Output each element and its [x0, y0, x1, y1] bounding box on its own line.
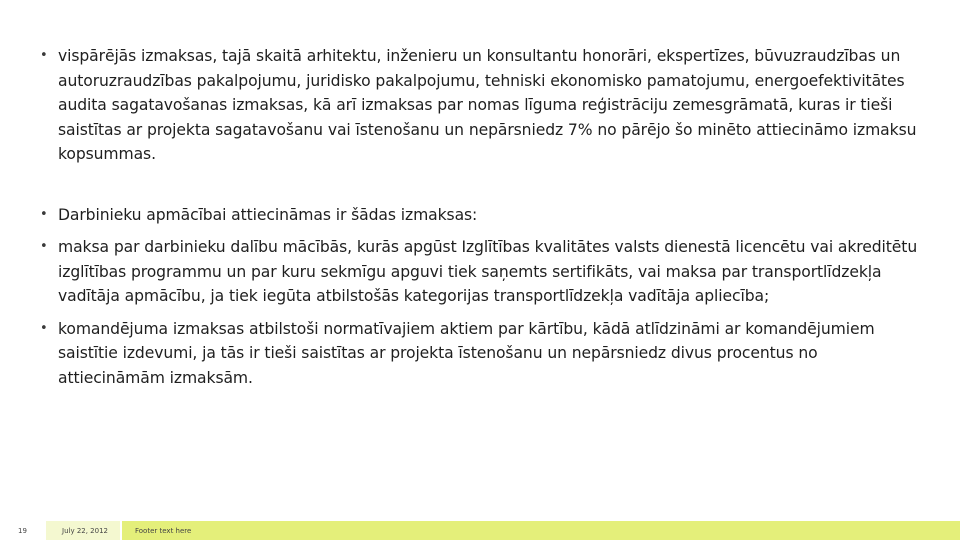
footer-text-box [122, 521, 960, 540]
bullet-training-intro [38, 203, 918, 228]
bullet-icon: • [40, 239, 48, 254]
bullet-training-fee [38, 235, 918, 309]
bullet-icon: • [40, 320, 48, 336]
bullet-bold-term: vispārējās izmaksas [58, 47, 213, 65]
footer-text: Footer text here [135, 527, 192, 535]
bullet-general-costs [38, 44, 918, 167]
bullet-text: komandējuma izmaksas atbilstoši normatīvajiem aktiem par kārtību, kādā atlīdzināmi ar komandējumiem saistītie izdevumi, ja tās ir tieši saistītas ar projekta īstenošanu un nepārsniedz divus procentus no attiecināmām izmaksām. [58, 319, 875, 387]
footer-bar [0, 521, 960, 540]
slide-number: 19 [18, 527, 27, 535]
bullet-list [38, 44, 918, 390]
bullet-travel-costs [38, 317, 918, 391]
bullet-text: maksa par darbinieku dalību mācībās, kurās apgūst Izglītības kvalitātes valsts dienestā licencētu vai akreditētu izglītības programmu un par kuru sekmīgu apguvi tiek saņemts sertifikāts, vai maksa par transportlīdzekļa vadītāja apmācību, ja tiek iegūta atbilstošās kategorijas transportlīdzekļa vadītāja apliecība; [58, 238, 918, 305]
bullet-text: , tajā skaitā arhitektu, inženieru un konsultantu honorāri, ekspertīzes, būvuzraudzības un autoruzraudzības pakalpojumu, juridisko pakalpojumu, tehniski ekonomisko pamatojumu, energoefektivitātes audita sagatavošanas izmaksas, kā arī izmaksas par nomas līguma reģistrāciju zemesgrāmatā, kuras ir tieši saistītas ar projekta sagatavošanu vai īstenošanu un nepārsniedz 7% no pārējo šo minēto attiecināmo izmaksu kopsummas. [58, 47, 917, 163]
bullet-icon: • [40, 206, 48, 222]
bullet-text: Darbinieku apmācībai attiecināmas ir šādas izmaksas: [58, 205, 478, 224]
bullet-icon: • [40, 48, 48, 63]
footer-date: July 22, 2012 [62, 527, 108, 535]
